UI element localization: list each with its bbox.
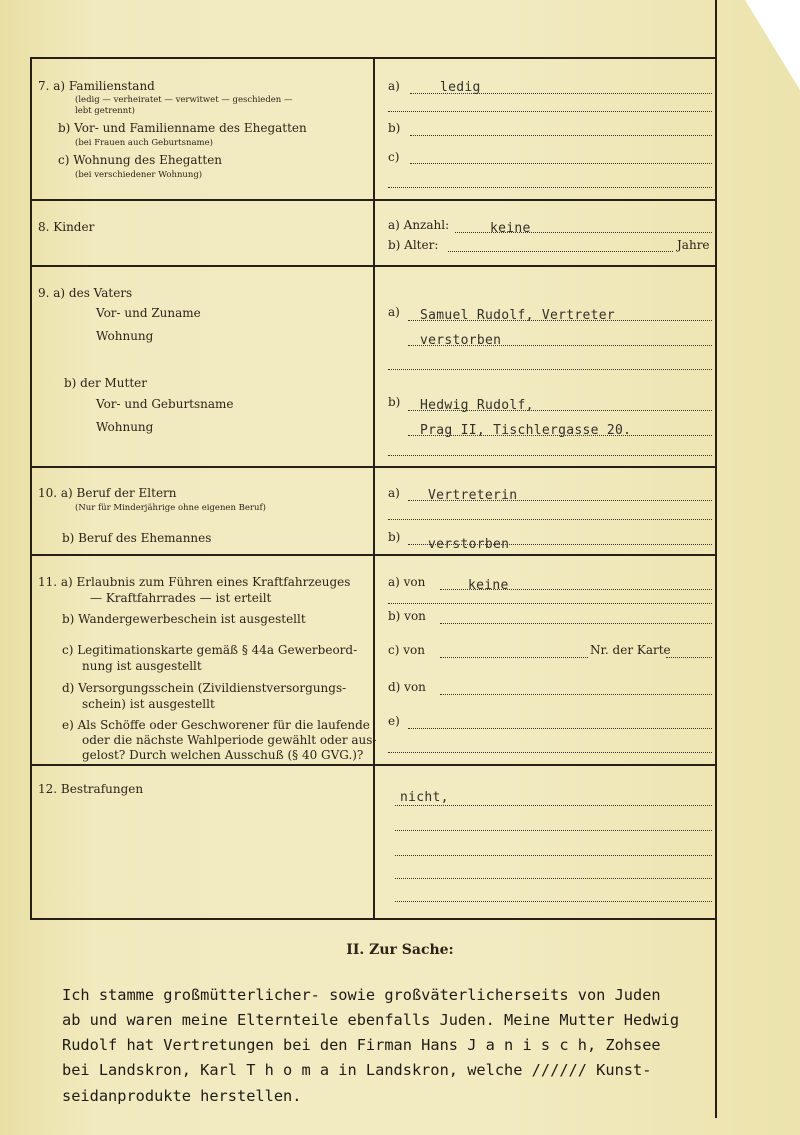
row-divider-9 bbox=[30, 265, 716, 267]
s9-prefix-a: a) bbox=[388, 305, 400, 319]
s12-line-4 bbox=[395, 878, 712, 879]
s11-prefix-c: c) von bbox=[388, 643, 425, 657]
s12-line-1 bbox=[395, 805, 712, 806]
s10-value-husband-occupation: verstorben bbox=[428, 537, 510, 552]
s8-value-children-count: keine bbox=[490, 221, 531, 236]
s12-line-3 bbox=[395, 855, 712, 856]
s9-label-father-name: Vor- und Zuname bbox=[96, 306, 201, 320]
s7-line-c bbox=[410, 163, 712, 164]
section-heading: II. Zur Sache: bbox=[346, 942, 454, 958]
s11-label-a2: — Kraftfahrrades — ist erteilt bbox=[90, 591, 272, 605]
statement-line-1: Ich stamme großmütterlicher- sowie großväterlicherseits von Juden bbox=[62, 986, 661, 1004]
s7-prefix-b: b) bbox=[388, 121, 401, 135]
s7-label-a: 7. a) Familienstand bbox=[38, 79, 155, 93]
s11-label-a1: 11. a) Erlaubnis zum Führen eines Kraftfahrzeuges bbox=[38, 575, 351, 589]
s11-label-e3: gelost? Durch welchen Ausschuß (§ 40 GVG.)? bbox=[82, 748, 364, 762]
s11-label-d2: schein) ist ausgestellt bbox=[82, 697, 215, 711]
s9-line-a3 bbox=[388, 369, 712, 370]
s9-value-father-address: verstorben bbox=[420, 333, 502, 348]
statement-line-2: ab und waren meine Elternteile ebenfalls Juden. Meine Mutter Hedwig bbox=[62, 1011, 680, 1029]
column-divider bbox=[373, 57, 375, 919]
row-divider-12 bbox=[30, 764, 716, 766]
s9-label-mother-address: Wohnung bbox=[96, 420, 154, 434]
s10-value-parent-occupation: Vertreterin bbox=[428, 488, 518, 503]
row-divider-11 bbox=[30, 554, 716, 556]
s11-line-d bbox=[440, 694, 712, 695]
s7-line-b bbox=[410, 135, 712, 136]
s11-line-c2 bbox=[666, 657, 712, 658]
s12-line-5 bbox=[395, 901, 712, 902]
s11-label-e2: oder die nächste Wahlperiode gewählt oder aus- bbox=[82, 733, 377, 747]
s7-note-b: (bei Frauen auch Geburtsname) bbox=[75, 138, 213, 148]
s9-label-father-address: Wohnung bbox=[96, 329, 154, 343]
statement-line-5: seidanprodukte herstellen. bbox=[62, 1087, 302, 1105]
s11-prefix-b: b) von bbox=[388, 609, 426, 623]
s10-note-a: (Nur für Minderjährige ohne eigenen Beruf) bbox=[75, 503, 266, 513]
s7-label-c: c) Wohnung des Ehegatten bbox=[58, 153, 223, 167]
statement-line-3: Rudolf hat Vertretungen bei den Firman Hans J a n i s c h, Zohsee bbox=[62, 1036, 661, 1054]
s7-label-b: b) Vor- und Familienname des Ehegatten bbox=[58, 121, 307, 135]
s7-note-a2: lebt getrennt) bbox=[75, 106, 135, 116]
s11-line-c bbox=[440, 657, 588, 658]
s7-value-marital-status: ledig bbox=[440, 80, 481, 95]
statement-line-4: bei Landskron, Karl T h o m a in Landskron, welche ////// Kunst- bbox=[62, 1061, 652, 1079]
s9-prefix-b: b) bbox=[388, 395, 401, 409]
s8-label: 8. Kinder bbox=[38, 220, 95, 234]
s10-label-a: 10. a) Beruf der Eltern bbox=[38, 486, 177, 500]
s12-line-2 bbox=[395, 830, 712, 831]
table-left-border bbox=[30, 57, 32, 919]
s12-value-convictions: nicht, bbox=[400, 790, 449, 805]
s10-prefix-a: a) bbox=[388, 486, 400, 500]
s8-suffix-years: Jahre bbox=[677, 238, 710, 252]
s8-prefix-age: b) Alter: bbox=[388, 238, 439, 252]
s11-line-b bbox=[440, 623, 712, 624]
s11-label-c2: nung ist ausgestellt bbox=[82, 659, 202, 673]
s10-prefix-b: b) bbox=[388, 530, 401, 544]
row-divider-10 bbox=[30, 466, 716, 468]
s11-line-a2 bbox=[388, 603, 712, 604]
s7-line-c2 bbox=[388, 187, 712, 188]
s11-prefix-a: a) von bbox=[388, 575, 426, 589]
s9-line-b3 bbox=[388, 455, 712, 456]
s9-value-father-name: Samuel Rudolf, Vertreter bbox=[420, 308, 616, 323]
s9-value-mother-address: Prag II, Tischlergasse 20. bbox=[420, 423, 632, 438]
s11-prefix-e: e) bbox=[388, 714, 400, 728]
s8-prefix-count: a) Anzahl: bbox=[388, 218, 450, 232]
s7-prefix-a: a) bbox=[388, 79, 400, 93]
s11-label-d1: d) Versorgungsschein (Zivildienstversorgungs- bbox=[62, 681, 347, 695]
s11-prefix-d: d) von bbox=[388, 680, 426, 694]
s11-value-driving-permit: keine bbox=[468, 578, 509, 593]
s10-label-b: b) Beruf des Ehemannes bbox=[62, 531, 212, 545]
s11-label-b: b) Wandergewerbeschein ist ausgestellt bbox=[62, 612, 306, 626]
s7-note-c: (bei verschiedener Wohnung) bbox=[75, 170, 203, 180]
s7-line-a2 bbox=[388, 111, 712, 112]
s7-prefix-c: c) bbox=[388, 150, 400, 164]
table-bottom-border bbox=[30, 918, 716, 920]
s11-card-number-label: Nr. der Karte bbox=[590, 643, 671, 657]
s10-line-a2 bbox=[388, 519, 712, 520]
s9-label-father: 9. a) des Vaters bbox=[38, 286, 133, 300]
s9-label-mother-name: Vor- und Geburtsname bbox=[96, 397, 234, 411]
s9-value-mother-name: Hedwig Rudolf, bbox=[420, 398, 534, 413]
s9-label-mother: b) der Mutter bbox=[64, 376, 148, 390]
s12-label: 12. Bestrafungen bbox=[38, 782, 144, 796]
s11-label-c1: c) Legitimationskarte gemäß § 44a Gewerbeord- bbox=[62, 643, 358, 657]
s11-label-e1: e) Als Schöffe oder Geschworener für die laufende bbox=[62, 718, 370, 732]
row-divider-8 bbox=[30, 199, 716, 201]
s7-note-a1: (ledig — verheiratet — verwitwet — geschieden — bbox=[75, 95, 293, 105]
s11-line-e2 bbox=[388, 752, 712, 753]
s8-line-age bbox=[448, 251, 673, 252]
torn-corner bbox=[745, 0, 800, 90]
s11-line-e bbox=[408, 728, 712, 729]
